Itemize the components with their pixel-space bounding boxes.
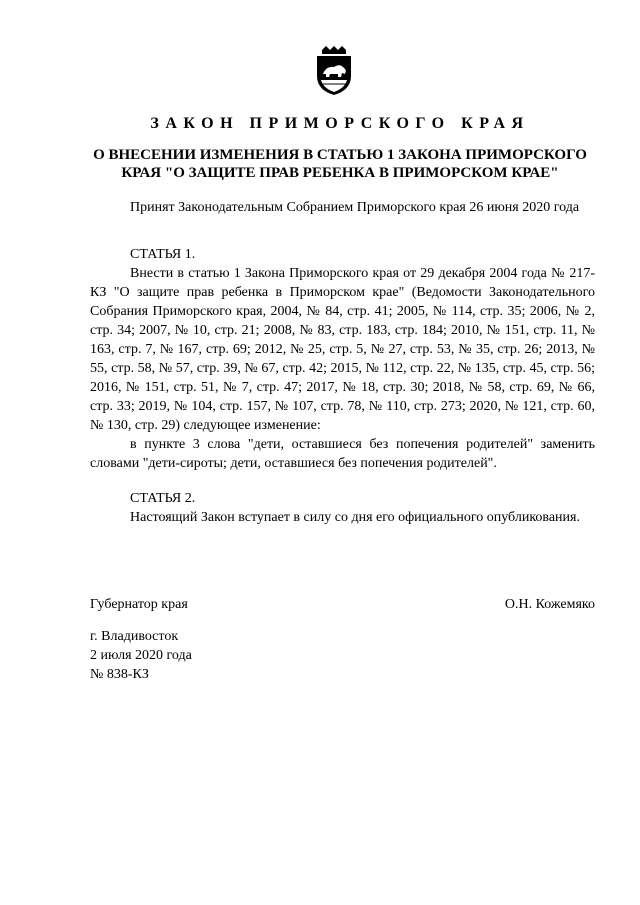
- signatory-name: О.Н. Кожемяко: [504, 597, 595, 612]
- date: 2 июля 2020 года: [90, 648, 192, 663]
- article-1: [90, 245, 595, 473]
- article-2: [90, 489, 595, 527]
- article-1-change: в пункте 3 слова "дети, оставшиеся без попечения родителей" заменить словами "дети-сироты; дети, оставшиеся без попечения родителей".: [90, 437, 595, 471]
- place-date-number: [90, 627, 192, 684]
- article-2-text: Настоящий Закон вступает в силу со дня его официального опубликования.: [130, 510, 580, 525]
- article-1-heading: СТАТЬЯ 1.: [130, 247, 196, 262]
- law-number: № 838-КЗ: [90, 667, 149, 682]
- signatory-position: Губернатор края: [90, 597, 188, 612]
- law-title: ЗАКОН ПРИМОРСКОГО КРАЯ: [150, 115, 530, 132]
- subtitle-line-2: КРАЯ "О ЗАЩИТЕ ПРАВ РЕБЕНКА В ПРИМОРСКОМ КРАЕ": [121, 165, 559, 181]
- adoption-statement: Принят Законодательным Собранием Приморского края 26 июня 2020 года: [130, 200, 580, 215]
- article-1-text: Внести в статью 1 Закона Приморского края от 29 декабря 2004 года № 217-КЗ "О защите прав ребенка в Приморском крае" (Ведомости Законодательного Собрания Приморского края, 2004, № 84, стр. 41; 2005, № 114, стр. 35; 2006, № 2, стр. 34; 2007, № 10, стр. 21; 2008, № 83, стр. 183, стр. 184; 2010, № 151, стр. 11, № 163, стр. 7, № 167, стр. 69; 2012, № 25, стр. 5, № 27, стр. 53, № 35, стр. 26; 2013, № 55, стр. 58, № 57, стр. 39, № 67, стр. 42; 2015, № 112, стр. 22, № 135, стр. 45, стр. 56; 2016, № 151, стр. 51, № 7, стр. 47; 2017, № 18, стр. 30; 2018, № 58, стр. 69, № 66, стр. 33; 2019, № 104, стр. 157, № 107, стр. 78, № 110, стр. 273; 2020, № 121, стр. 60, № 130, стр. 29) следующее изменение:: [90, 266, 595, 433]
- article-2-heading: СТАТЬЯ 2.: [130, 491, 196, 506]
- place: г. Владивосток: [90, 629, 179, 644]
- primorsky-krai-coat-of-arms-icon: [314, 46, 354, 96]
- subtitle-line-1: О ВНЕСЕНИИ ИЗМЕНЕНИЯ В СТАТЬЮ 1 ЗАКОНА ПРИМОРСКОГО: [93, 147, 587, 163]
- law-subtitle: [88, 146, 592, 182]
